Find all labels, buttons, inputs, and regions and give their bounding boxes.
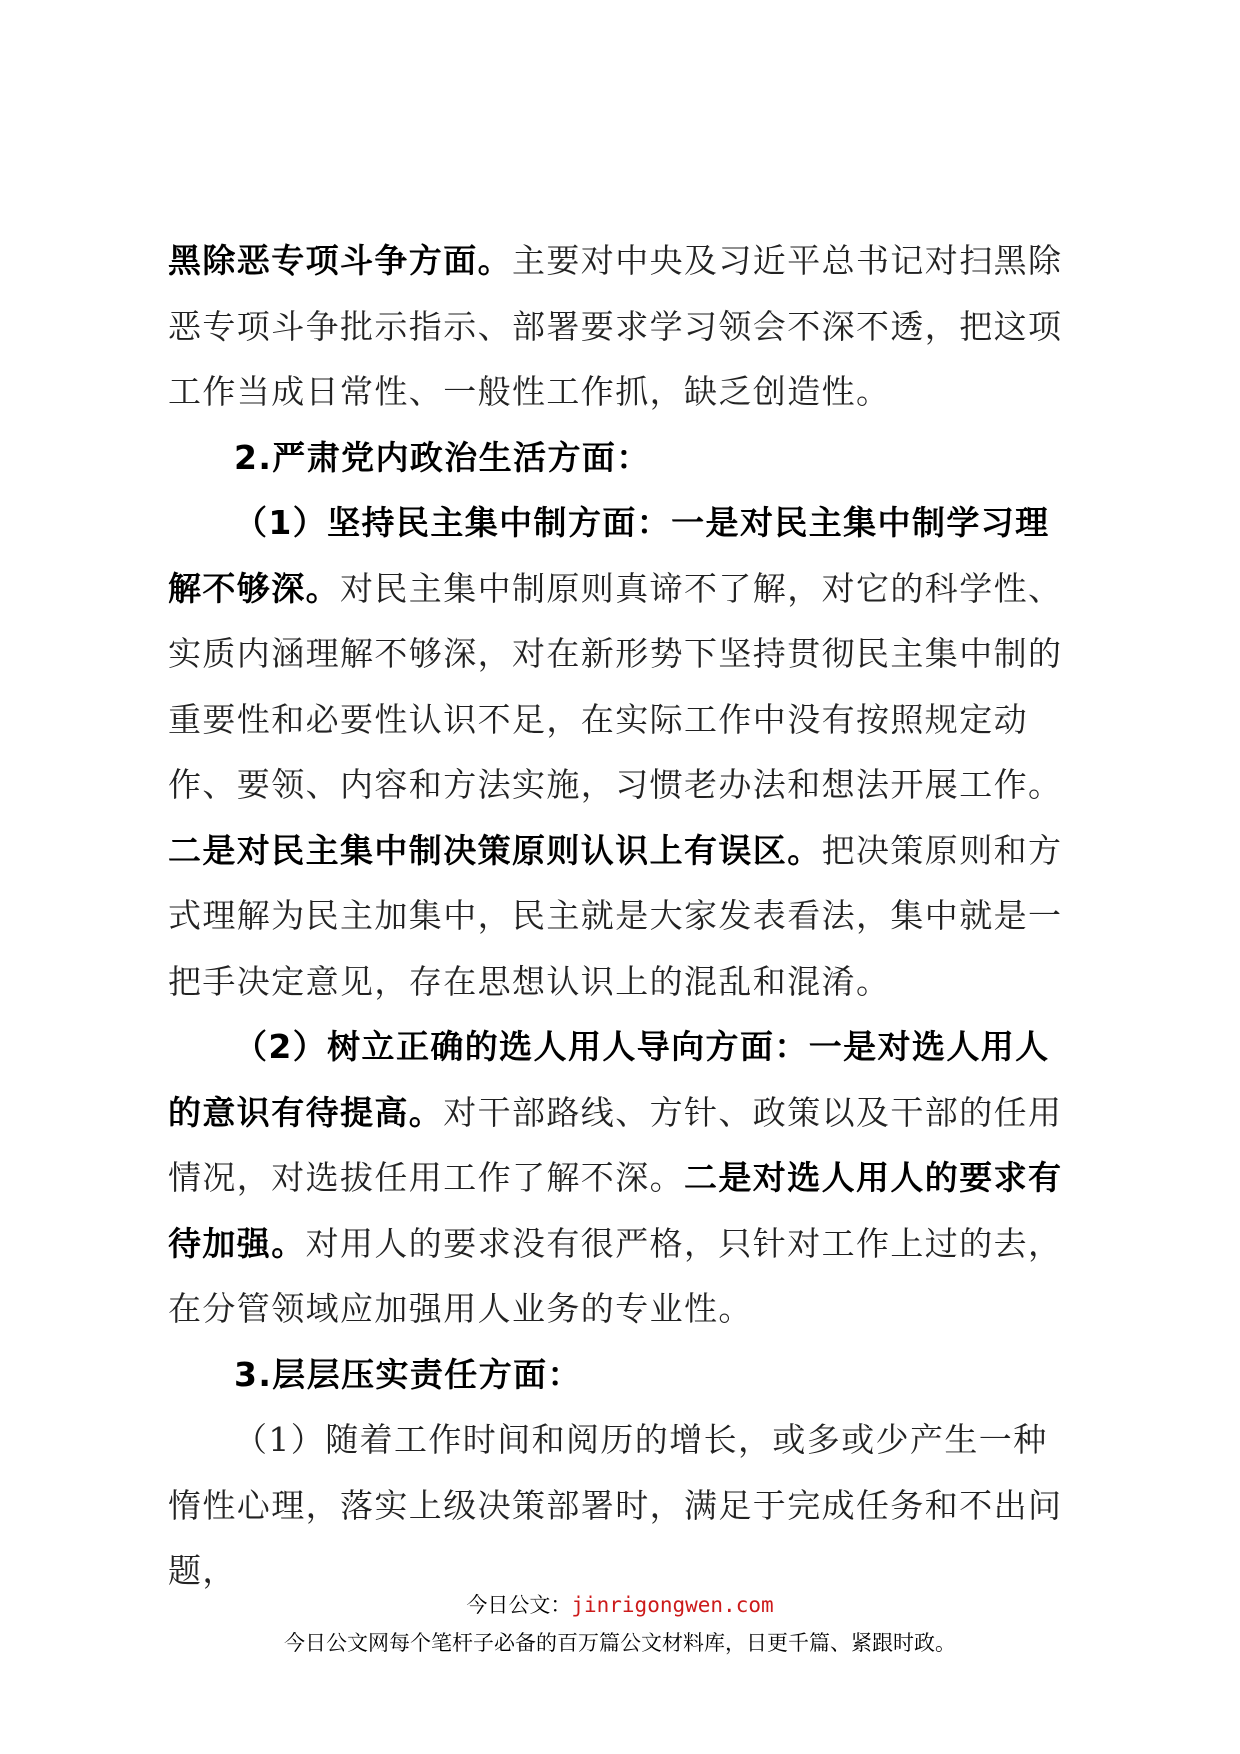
section-heading-2: 2.严肃党内政治生活方面： bbox=[234, 437, 651, 477]
paragraph-2-heading: （1）坚持民主集中制方面：一是对民主集中制学习理解不够深。 bbox=[168, 503, 1050, 608]
paragraph-3-heading: （2）树立正确的选人用人导向方面：一是对选人用人的意识有待提高。 bbox=[168, 1027, 1050, 1132]
footer-url-link[interactable]: jinrigongwen.com bbox=[571, 1593, 774, 1617]
paragraph-1-heading: 黑除恶专项斗争方面。 bbox=[168, 241, 512, 280]
footer-label: 今日公文： bbox=[466, 1593, 572, 1617]
paragraph-3 bbox=[168, 1014, 1073, 1342]
paragraph-2-subheading: 二是对民主集中制决策原则认识上有误区。 bbox=[168, 830, 822, 870]
paragraph-2-text-1: 对民主集中制原则真谛不了解，对它的科学性、实质内涵理解不够深，对在新形势下坚持贯彻民主集中制的重要性和必要性认识不足，在实际工作中没有按照规定动作、要领、内容和方法实施，习惯老办法和想法开展工作。 bbox=[168, 568, 1063, 804]
paragraph-3-text-1: 对干部路线、方针、政策以及干部的任用情况，对选拔任用工作了解不深。 bbox=[168, 1092, 1063, 1197]
paragraph-1 bbox=[168, 228, 1073, 425]
page-footer bbox=[0, 1590, 1240, 1658]
paragraph-1-text: 主要对中央及习近平总书记对扫黑除恶专项斗争批示指示、部署要求学习领会不深不透，把这项工作当成日常性、一般性工作抓，缺乏创造性。 bbox=[168, 241, 1063, 411]
section-heading-3: 3.层层压实责任方面： bbox=[234, 1354, 582, 1394]
paragraph-4: （1）随着工作时间和阅历的增长，或多或少产生一种惰性心理，落实上级决策部署时，满足于完成任务和不出问题， bbox=[168, 1420, 1063, 1590]
footer-source-line bbox=[0, 1590, 1240, 1620]
paragraph-3-subheading: 二是对选人用人的要求有待加强。 bbox=[168, 1158, 1063, 1263]
document-body bbox=[168, 228, 1073, 1604]
paragraph-3-text-2: 对用人的要求没有很严格，只针对工作上过的去，在分管领域应加强用人业务的专业性。 bbox=[168, 1223, 1063, 1328]
paragraph-2-text-2: 把决策原则和方式理解为民主加集中，民主就是大家发表看法，集中就是一把手决定意见，存在思想认识上的混乱和混淆。 bbox=[168, 830, 1063, 1001]
paragraph-2 bbox=[168, 490, 1073, 1014]
footer-tagline: 今日公文网每个笔杆子必备的百万篇公文材料库，日更千篇、紧跟时政。 bbox=[284, 1631, 956, 1655]
